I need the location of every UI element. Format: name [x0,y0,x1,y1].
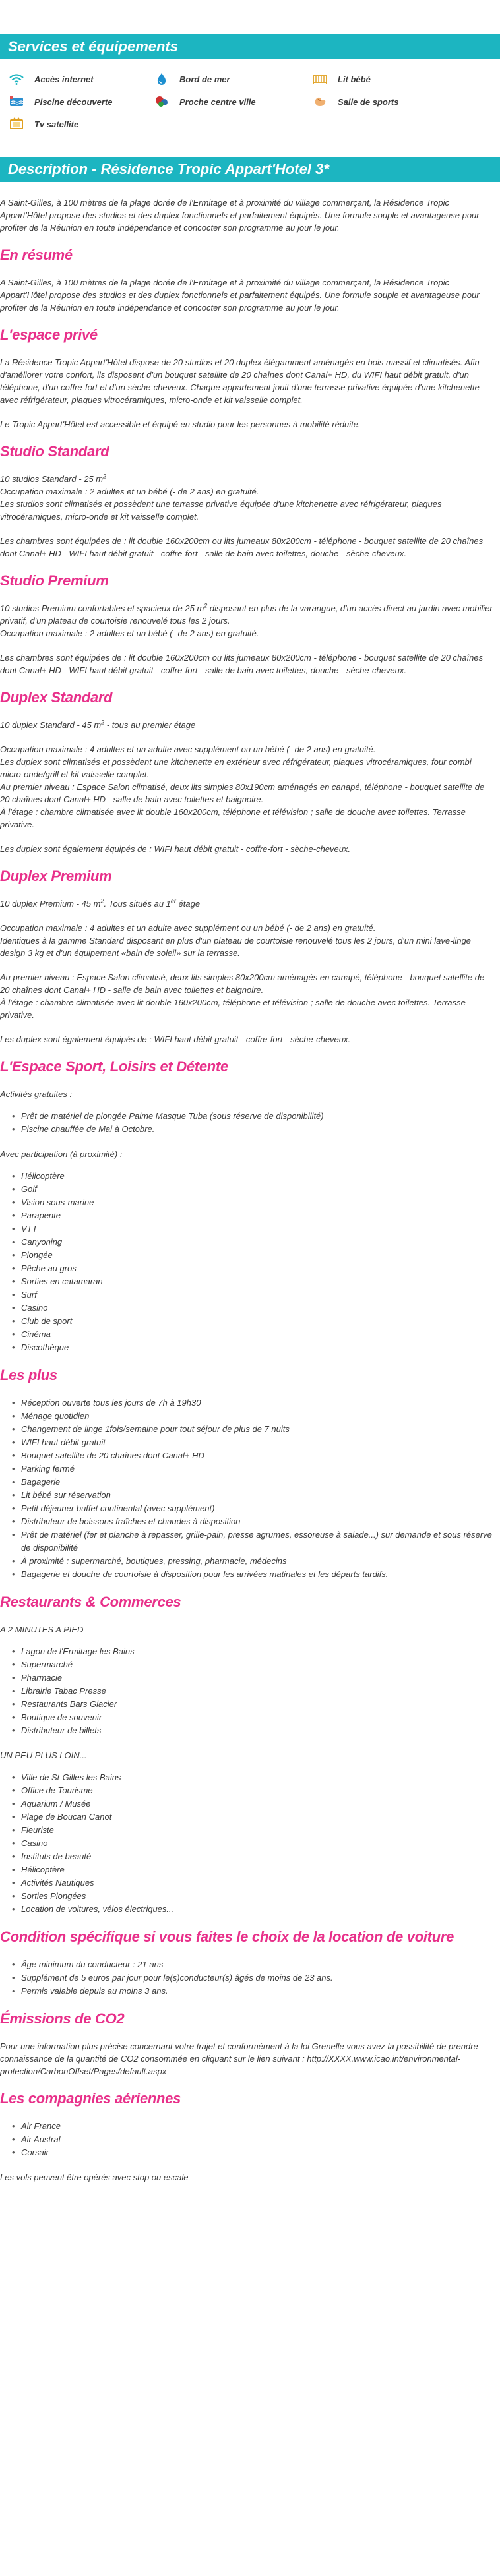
list-item: • Canyoning [12,1236,500,1249]
list-item: • Activités Nautiques [12,1876,500,1890]
list-item: • Boutique de souvenir [12,1711,500,1724]
fitness-icon [311,95,328,108]
studio-premium-size: 10 studios Premium confortables et spacieux de 25 m [0,603,204,613]
list-item: • Distributeur de boissons fraîches et chaudes à disposition [12,1515,500,1528]
list-item: • Air Austral [12,2133,500,2146]
services-title: Services et équipements [0,34,500,59]
far-list [0,1771,500,1916]
airlines-heading: Les compagnies aériennes [0,2090,181,2107]
free-activities-label: Activités gratuites : [0,1089,73,1099]
water-drop-icon [153,73,170,86]
duplex-standard-kitchen: Les duplex sont climatisés et possèdent une kitchenette en extérieur avec réfrigérateur, plaques vitrocéramiques, four combi micro-onde/grill et kit vaisselle complet. [0,757,472,779]
tv-icon [8,117,25,131]
list-item: • Fleuriste [12,1824,500,1837]
list-item: • Parking fermé [12,1462,500,1476]
studio-premium-occupancy: Occupation maximale : 2 adultes et un bébé (- de 2 ans) en gratuité. [0,628,259,638]
list-item: • Location de voitures, vélos électriques... [12,1903,500,1916]
duplex-premium-size [0,897,500,910]
list-item: • Cinéma [12,1328,500,1341]
amenity-label: Proche centre ville [179,96,256,107]
list-item: • Air France [12,2120,500,2133]
resume-text: A Saint-Gilles, à 100 mètres de la plage dorée de l'Ermitage et à proximité du village commerçant, la Résidence Tropic Appart'Hôtel propose des studios et des duplex fonctionnels et parfaitement équipés. Une formule souple et avantageuse pour profiter de la Réunion en toute indépendance et concocter son programme au jour le jour. [0,278,480,313]
plus-heading: Les plus [0,1367,57,1383]
list-item: • Petit déjeuner buffet continental (avec supplément) [12,1502,500,1515]
list-item: • Bouquet satellite de 20 chaînes dont Canal+ HD [12,1449,500,1462]
co2-text: Pour une information plus précise concernant votre trajet et conformément à la loi Grenelle vous avez la possibilité de prendre connaissance de la quantité de CO2 consommée en cliquant sur le lien suivant : http://XXXX.www.icao.int/environmental-protection/CarbonOffset/Pages/default.aspx [0,2041,478,2076]
list-item: • Sorties en catamaran [12,1275,500,1288]
amenities-grid [0,67,500,144]
list-item: • Office de Tourisme [12,1784,500,1797]
list-item: • Discothèque [12,1341,500,1354]
duplex-premium-floor-end: étage [175,899,201,909]
list-item: • Pêche au gros [12,1262,500,1275]
studio-premium-details [0,602,500,640]
list-item: • Lit bébé sur réservation [12,1489,500,1502]
amenity-label: Tv satellite [34,119,79,129]
amenity-tv [8,117,153,131]
sup: er [170,897,176,905]
airlines-list [0,2120,500,2159]
list-item: • Pharmacie [12,1671,500,1685]
studio-premium-extras: disposant en plus de la varangue, d'un accès direct au jardin avec mobilier privatif, d'un plateau de courtoisie renouvelé tous les 2 jours. [0,603,493,626]
studio-premium-heading: Studio Premium [0,572,109,589]
list-item: • Restaurants Bars Glacier [12,1698,500,1711]
sup: 2 [103,473,107,480]
duplex-standard-upstairs: À l'étage : chambre climatisée avec lit double 160x200cm, téléphone et télévision ; salle de douche avec toilettes. Terrasse privative. [0,807,466,829]
list-item: • Bagagerie [12,1476,500,1489]
list-item: • Sorties Plongées [12,1890,500,1903]
sport-heading: L'Espace Sport, Loisirs et Détente [0,1058,228,1075]
duplex-premium-details [0,922,500,959]
intro-text: A Saint-Gilles, à 100 mètres de la plage dorée de l'Ermitage et à proximité du village commerçant, la Résidence Tropic Appart'Hôtel propose des studios et des duplex fonctionnels et parfaitement équipés. Une formule souple et avantageuse pour profiter de la Réunion en toute indépendance et concocter son programme au jour le jour. [0,198,480,233]
studio-standard-rooms: Les chambres sont équipées de : lit double 160x200cm ou lits jumeaux 80x200cm - téléphone - bouquet satellite de 20 chaînes dont Canal+ HD - WIFI haut débit gratuit - coffre-fort - salle de bain avec toilettes, douche - sèche-cheveux. [0,536,484,558]
duplex-premium-levels [0,971,500,1021]
list-item: • Distributeur de billets [12,1724,500,1737]
espace-prive-heading: L'espace privé [0,326,98,343]
list-item: • Club de sport [12,1315,500,1328]
espace-prive-text: La Résidence Tropic Appart'Hôtel dispose de 20 studios et 20 duplex élégamment aménagés en bois massif et climatisés. Afin d'améliorer votre confort, ils disposent d'un bouquet satellite de 20 chaînes dont Canal+ HD, du WIFI haut débit gratuit, d'un téléphone, d'un coffre-fort et d'un sèche-cheveux. Chaque appartement jouit d'une terrasse privative équipée d'une kitchenette avec réfrigérateur, plaques vitrocéramiques, micro-onde et kit vaisselle complet. [0,357,480,405]
list-item: • Instituts de beauté [12,1850,500,1863]
paid-activities-label: Avec participation (à proximité) : [0,1149,123,1159]
description-title: Description - Résidence Tropic Appart'Hotel 3* [0,157,500,182]
pool-icon [8,95,25,108]
duplex-standard-equipment: Les duplex sont également équipés de : WIFI haut débit gratuit - coffre-fort - sèche-cheveux. [0,844,351,854]
list-item: • Casino [12,1837,500,1850]
duplex-premium-level1: Au premier niveau : Espace Salon climatisé, deux lits simples 80x200cm aménagés en canapé, téléphone - bouquet satellite de 20 chaînes dont Canal+ HD - salle de bain avec toilettes et baignoire. [0,973,485,995]
list-item: • VTT [12,1222,500,1236]
espace-prive-accessibility: Le Tropic Appart'Hôtel est accessible et équipé en studio pour les personnes à mobilité réduite. [0,419,361,429]
wifi-icon [8,73,25,86]
list-item: • Lagon de l'Ermitage les Bains [12,1645,500,1658]
far-label: UN PEU PLUS LOIN... [0,1751,87,1760]
studio-standard-heading: Studio Standard [0,443,109,460]
sup: 2 [204,602,208,609]
list-item: • Changement de linge 1fois/semaine pour tout séjour de plus de 7 nuits [12,1423,500,1436]
duplex-premium-extras: Identiques à la gamme Standard disposant en plus d'un plateau de courtoisie renouvelé tous les 2 jours, d'un mini lave-linge design 3 kg et d'un équipement «bain de soleil» sur la terrasse. [0,936,471,958]
list-item: • Plage de Boucan Canot [12,1811,500,1824]
duplex-premium-equipment: Les duplex sont également équipés de : WIFI haut débit gratuit - coffre-fort - sèche-cheveux. [0,1034,351,1044]
duplex-standard-level1: Au premier niveau : Espace Salon climatisé, deux lits simples 80x190cm aménagés en canapé, téléphone - bouquet satellite de 20 chaînes dont Canal+ HD - salle de bain avec toilettes et baignoire. [0,782,485,804]
list-item: • Prêt de matériel (fer et planche à repasser, grille-pain, presse agrumes, essoreuse à salade...) sur demande et sous réserve de disponibilité [12,1528,500,1555]
list-item: • Vision sous-marine [12,1196,500,1209]
restaurants-heading: Restaurants & Commerces [0,1594,181,1610]
list-item: • Âge minimum du conducteur : 21 ans [12,1958,500,1971]
condition-heading: Condition spécifique si vous faites le choix de la location de voiture [0,1929,454,1945]
list-item: • Aquarium / Musée [12,1797,500,1811]
list-item: • Golf [12,1183,500,1196]
list-item: • Bagagerie et douche de courtoisie à disposition pour les arrivées matinales et les départs tardifs. [12,1568,500,1581]
amenity-label: Lit bébé [338,74,371,84]
near-label: A 2 MINUTES A PIED [0,1625,84,1634]
amenity-label: Piscine découverte [34,96,113,107]
duplex-standard-floor: - tous au premier étage [104,720,196,730]
amenity-crib [311,73,470,86]
list-item: • Plongée [12,1249,500,1262]
studio-standard-occupancy: Occupation maximale : 2 adultes et un bébé (- de 2 ans) en gratuité. [0,487,259,496]
sup: 2 [101,719,105,726]
list-item: • Hélicoptère [12,1170,500,1183]
list-item: • Prêt de matériel de plongée Palme Masque Tuba (sous réserve de disponibilité) [12,1110,500,1123]
studio-standard-size: 10 studios Standard - 25 m [0,474,104,484]
duplex-standard-heading: Duplex Standard [0,689,113,705]
duplex-standard-occupancy: Occupation maximale : 4 adultes et un adulte avec supplément ou un bébé (- de 2 ans) en gratuité. [0,744,376,754]
amenity-label: Accès internet [34,74,94,84]
duplex-premium-upstairs: À l'étage : chambre climatisée avec lit double 160x200cm, téléphone et télévision ; salle de douche avec toilettes. Terrasse privative. [0,998,466,1020]
list-item: • Librairie Tabac Presse [12,1685,500,1698]
city-icon [153,95,170,108]
studio-standard-details [0,473,500,523]
duplex-premium-occupancy: Occupation maximale : 4 adultes et un adulte avec supplément ou un bébé (- de 2 ans) en gratuité. [0,923,376,933]
amenity-internet [8,73,153,86]
amenity-fitness [311,95,470,108]
co2-heading: Émissions de CO2 [0,2010,125,2027]
amenity-pool [8,95,153,108]
near-list [0,1645,500,1737]
duplex-premium-size-text: 10 duplex Premium - 45 m [0,899,101,909]
list-item: • WIFI haut débit gratuit [12,1436,500,1449]
crib-icon [311,73,328,86]
studio-premium-rooms: Les chambres sont équipées de : lit double 160x200cm ou lits jumeaux 80x200cm - téléphone - bouquet satellite de 20 chaînes dont Canal+ HD - WIFI haut débit gratuit - coffre-fort - salle de bain avec toilettes, douche - sèche-cheveux. [0,653,484,675]
list-item: • Permis valable depuis au moins 3 ans. [12,1985,500,1998]
free-activities-list [0,1110,500,1136]
amenity-city [153,95,311,108]
duplex-standard-details [0,743,500,831]
content [0,196,500,2184]
airlines-note: Les vols peuvent être opérés avec stop ou escale [0,2172,189,2182]
duplex-standard-size-text: 10 duplex Standard - 45 m [0,720,102,730]
list-item: • Parapente [12,1209,500,1222]
list-item: • Ménage quotidien [12,1410,500,1423]
duplex-standard-size [0,719,500,731]
duplex-premium-floor: . Tous situés au 1 [104,899,171,909]
list-item: • Supermarché [12,1658,500,1671]
sup: 2 [100,897,104,905]
amenity-label: Salle de sports [338,96,399,107]
list-item: • À proximité : supermarché, boutiques, pressing, pharmacie, médecins [12,1555,500,1568]
condition-list [0,1958,500,1998]
duplex-premium-heading: Duplex Premium [0,868,112,884]
paid-activities-list [0,1170,500,1354]
list-item: • Casino [12,1302,500,1315]
list-item: • Réception ouverte tous les jours de 7h à 19h30 [12,1396,500,1410]
amenity-seaside [153,73,311,86]
studio-standard-equipment: Les studios sont climatisés et possèdent une terrasse privative équipée d'une kitchenette avec réfrigérateur, plaques vitrocéramiques, micro-onde et kit vaisselle complet. [0,499,442,522]
resume-heading: En résumé [0,247,73,263]
list-item: • Hélicoptère [12,1863,500,1876]
list-item: • Piscine chauffée de Mai à Octobre. [12,1123,500,1136]
list-item: • Ville de St-Gilles les Bains [12,1771,500,1784]
list-item: • Surf [12,1288,500,1302]
amenity-label: Bord de mer [179,74,230,84]
list-item: • Supplément de 5 euros par jour pour le(s)conducteur(s) âgés de moins de 23 ans. [12,1971,500,1985]
plus-list [0,1396,500,1581]
list-item: • Corsair [12,2146,500,2159]
